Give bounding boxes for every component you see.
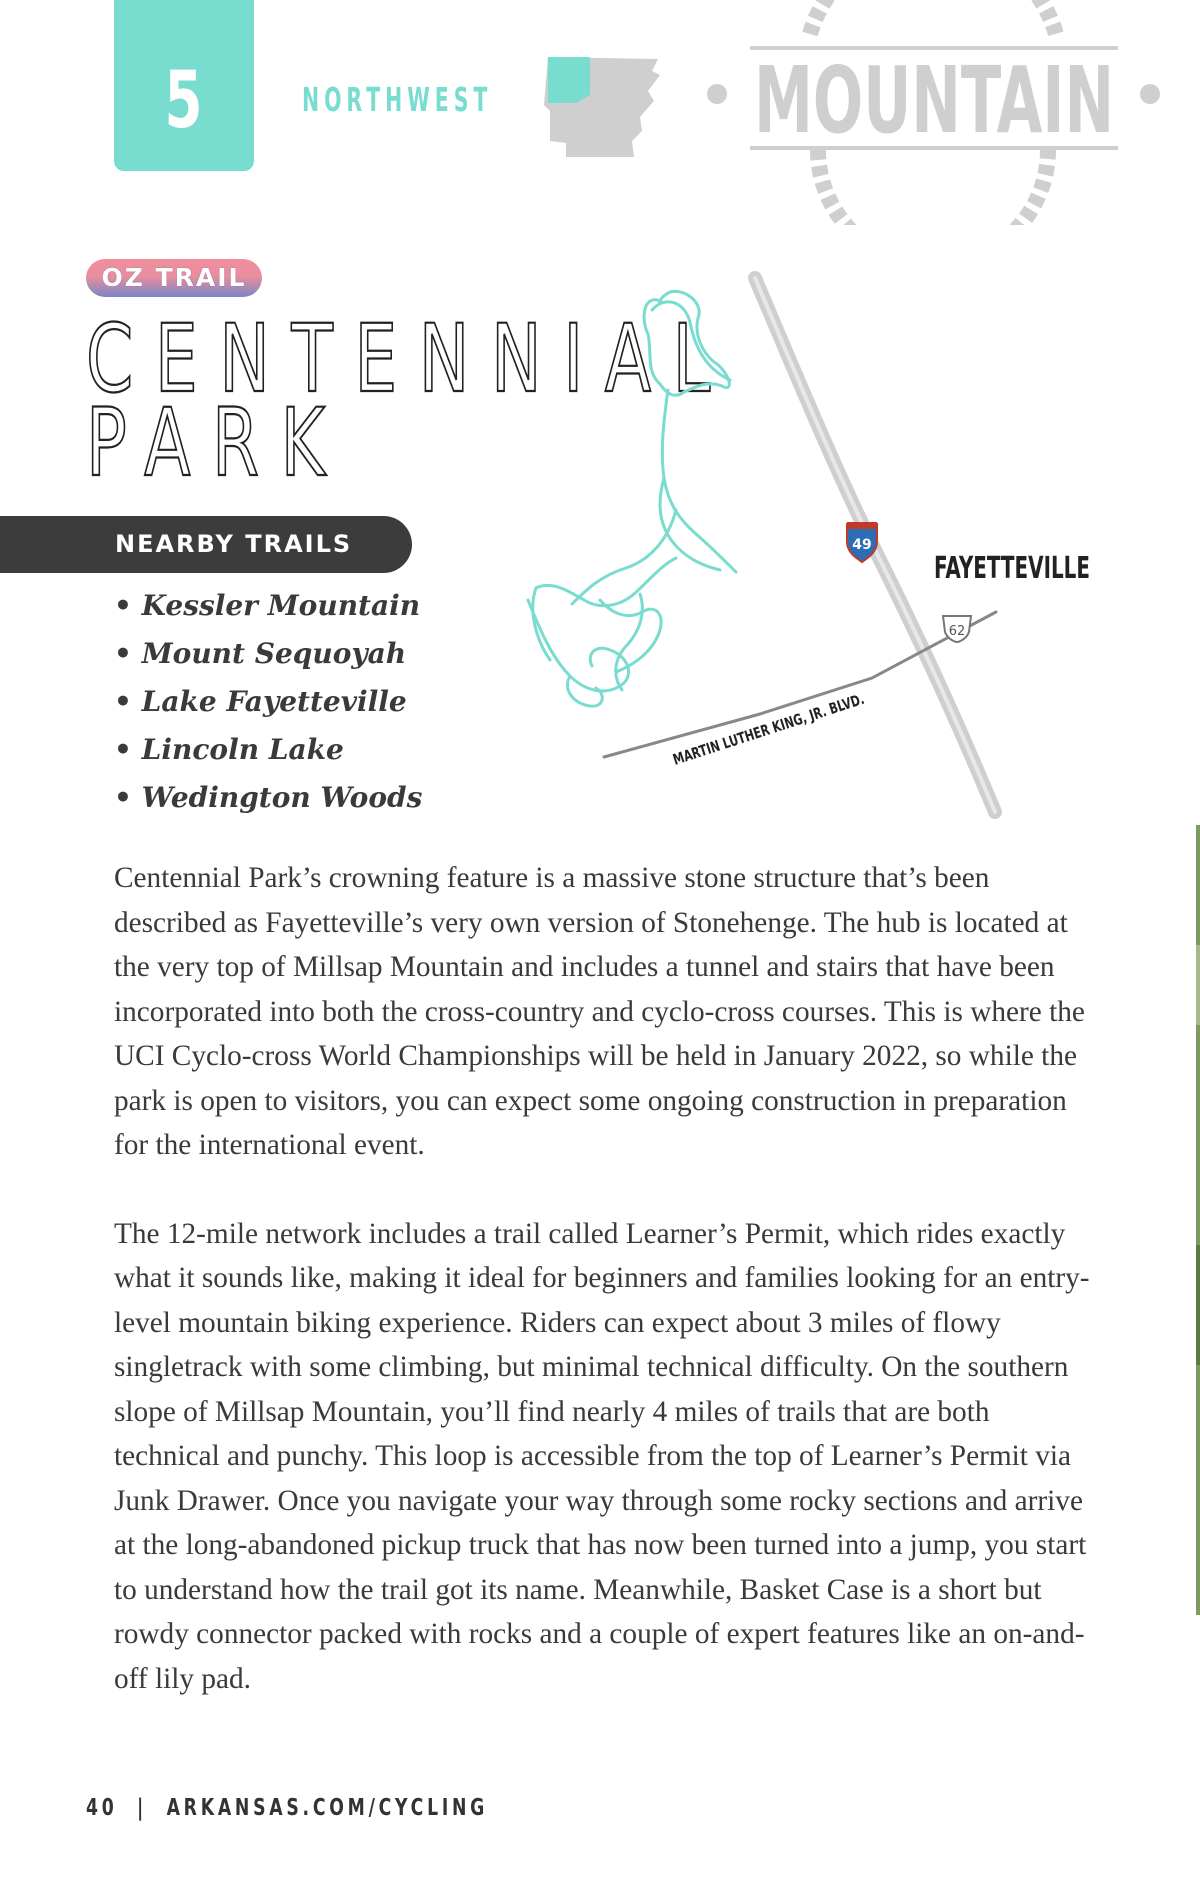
nearby-trails-banner: [0, 516, 412, 573]
city-label: FAYETTEVILLE: [934, 551, 1090, 586]
paragraph-2: The 12-mile network includes a trail called Learner’s Permit, which rides exactly what it sounds like, making it ideal for beginners and families looking for an entry-level mountain biking experience. Riders can expect about 3 miles of flowy singletrack with some climbing, but minimal technical difficulty. On the southern slope of Millsap Mountain, you’ll find nearly 4 miles of trails that are both technical and punchy. This loop is accessible from the top of Learner’s Permit via Junk Drawer. Once you navigate your way through some rocky sections and arrive at the long-abandoned pickup truck that has now been turned into a jump, you start to understand how the trail got its name. Meanwhile, Basket Case is a short but rowdy connector packed with rocks and a couple of expert features like an on-and-off lily pad.: [114, 1217, 1090, 1695]
page-number: 40: [86, 1795, 118, 1821]
trail-lines: [528, 291, 736, 706]
trail-tag: OZ TRAIL: [86, 259, 262, 297]
title-line-1: CENTENNIAL: [86, 305, 732, 414]
road-label: MARTIN LUTHER KING, JR. BLVD.: [670, 667, 935, 769]
region-name: NORTHWEST: [302, 80, 493, 119]
region-number: 5: [164, 55, 204, 146]
page-footer: [86, 1795, 488, 1821]
list-item: • Lake Fayetteville: [114, 678, 422, 726]
page-edge-decoration: [1196, 825, 1200, 1615]
nearby-trails-list: [114, 582, 422, 822]
us-route-number: 62: [948, 624, 966, 639]
list-item: • Kessler Mountain: [114, 582, 422, 630]
footer-separator: |: [137, 1795, 148, 1821]
interstate-number: 49: [852, 537, 872, 553]
title-line-2: PARK: [86, 389, 347, 498]
list-item: • Mount Sequoyah: [114, 630, 422, 678]
badge-text: MOUNTAIN: [754, 47, 1114, 154]
list-item: • Wedington Woods: [114, 774, 422, 822]
nearby-trails-label: NEARBY TRAILS: [115, 530, 353, 558]
article-body: [114, 856, 1094, 1745]
paragraph-1: Centennial Park’s crowning feature is a massive stone structure that’s been described as Fayetteville’s very own version of Stonehenge. The hub is located at the very top of Millsap Mountain and includes a tunnel and stairs that have been incorporated into both the cross-country and cyclo-cross courses. This is where the UCI Cyclo-cross World Championships will be held in January 2022, so while the park is open to visitors, you can expect some ongoing construction in preparation for the international event.: [114, 862, 1085, 1161]
list-item: • Lincoln Lake: [114, 726, 422, 774]
footer-site: ARKANSAS.COM/CYCLING: [166, 1795, 489, 1821]
